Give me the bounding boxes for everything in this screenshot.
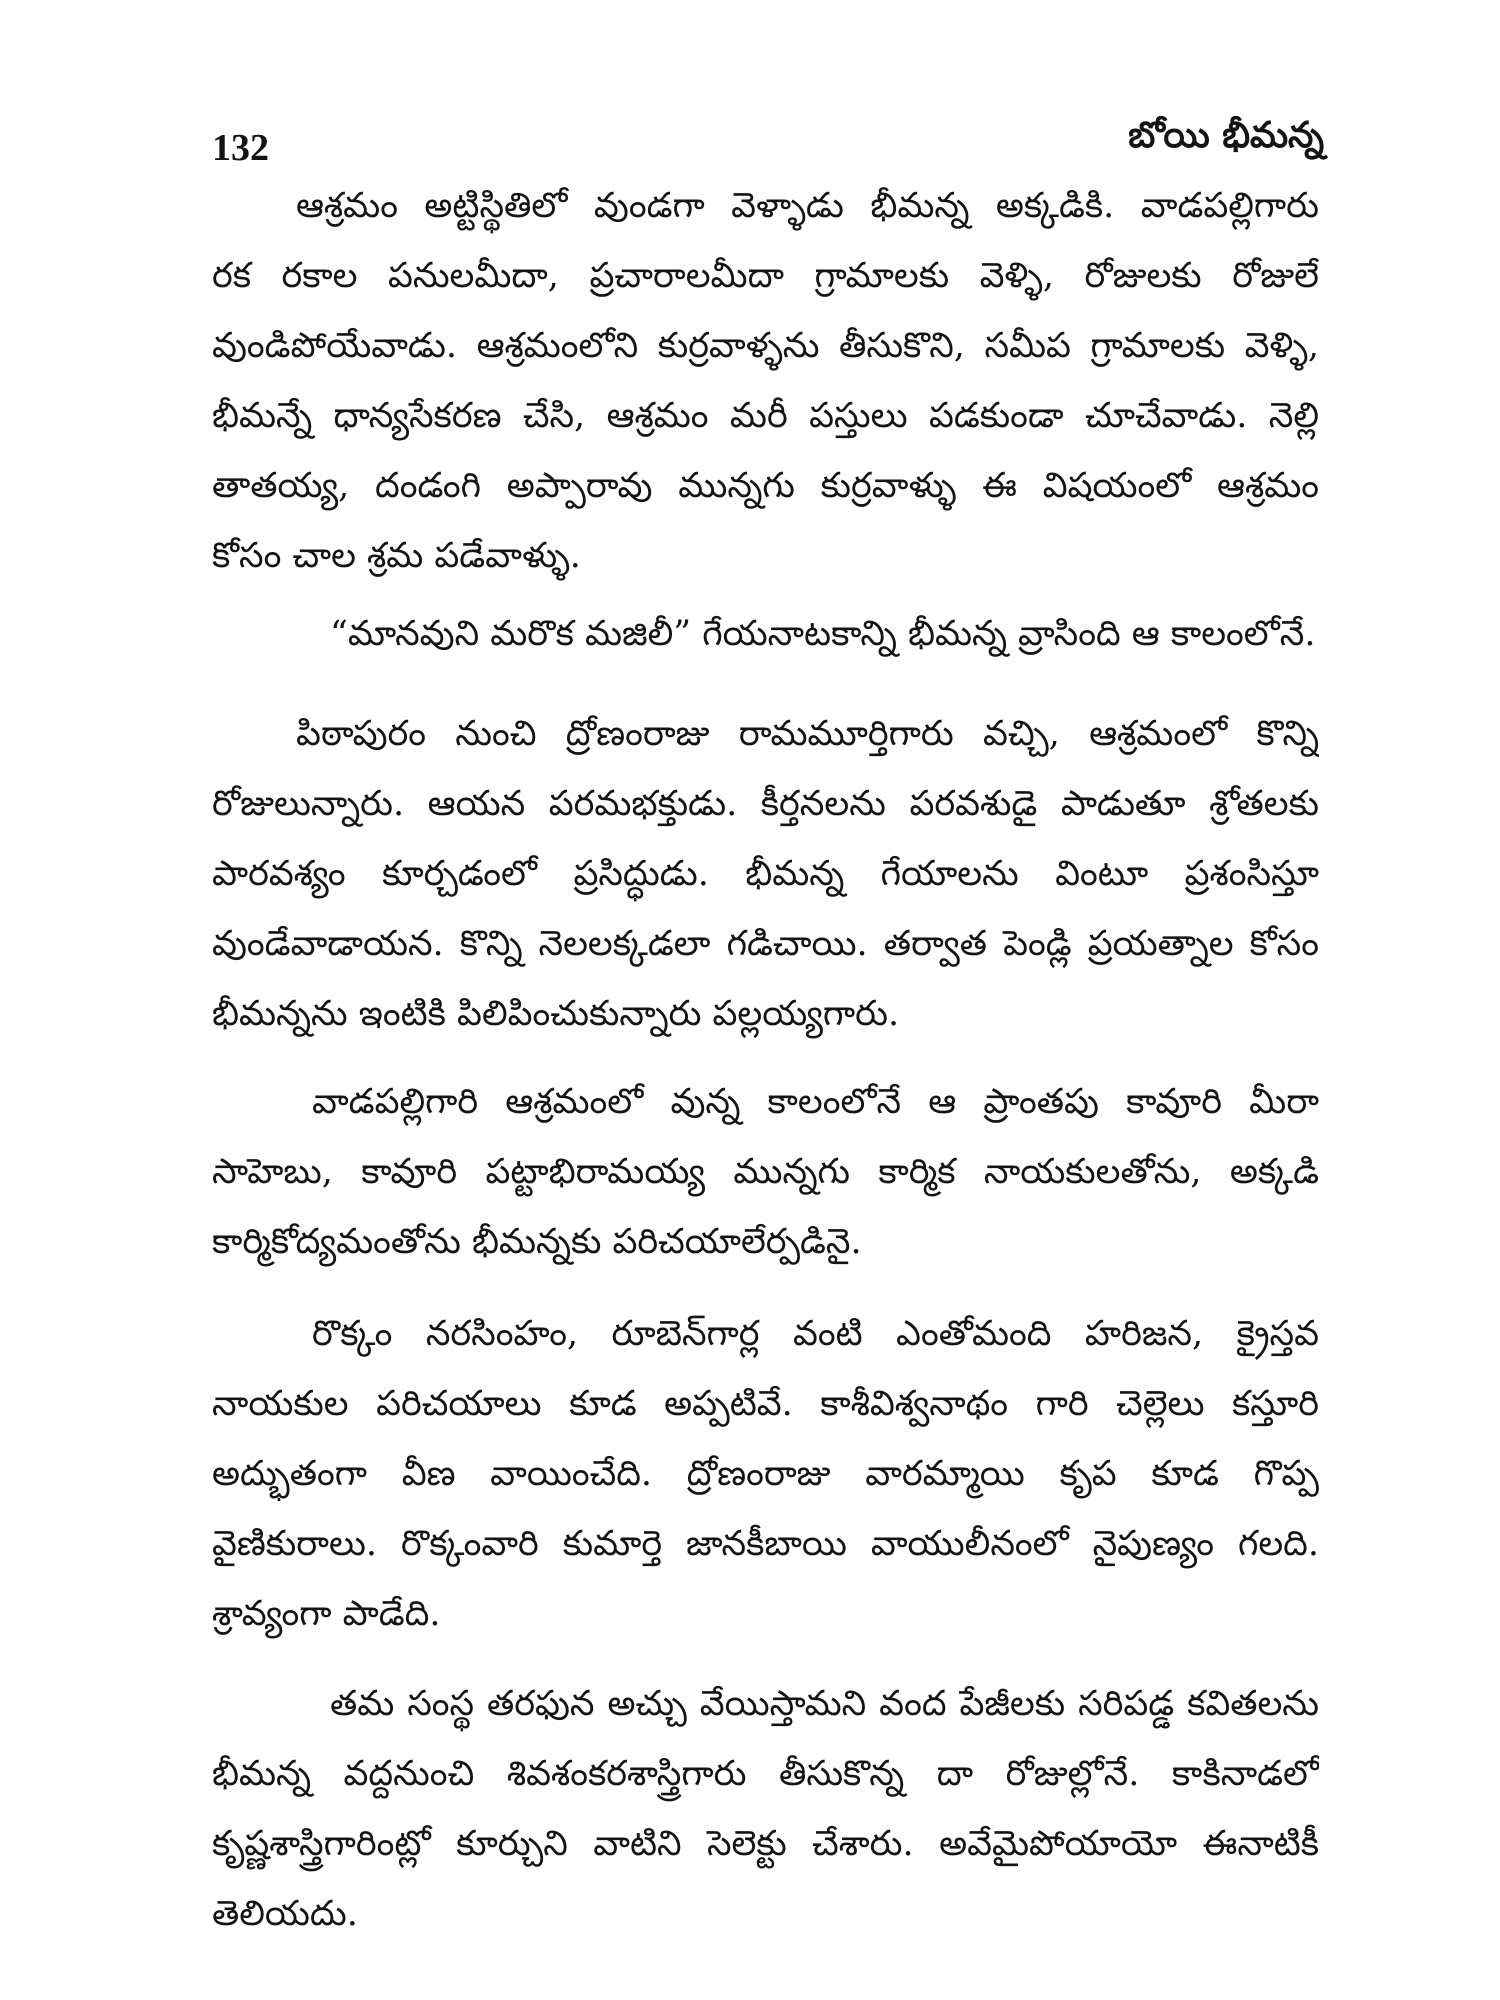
text-line: కోసం చాల శ్రమ పడేవాళ్ళు. [212,536,581,576]
paragraph [212,1299,1319,1649]
page-body-text [212,171,1319,1949]
text-line: శ్రావ్యంగా పాడేది. [212,1594,441,1634]
text-line: భీమన్న వద్దనుంచి శివశంకరశాస్త్రిగారు తీసుకొన్న దా రోజుల్లోనే. కాకినాడలో [212,1754,1319,1794]
text-line: పారవశ్యం కూర్చడంలో ప్రసిద్ధుడు. భీమన్న గేయాలను వింటూ ప్రశంసిస్తూ [212,854,1319,894]
running-title: బోయి భీమన్న [1128,114,1324,156]
text-line: అద్భుతంగా వీణ వాయించేది. ద్రోణంరాజు వారమ్మాయి కృప కూడ గొప్ప [212,1454,1319,1494]
text-line: వుండిపోయేవాడు. ఆశ్రమంలోని కుర్రవాళ్ళను తీసుకొని, సమీప గ్రామాలకు వెళ్ళి, [212,326,1319,366]
text-line: రొక్కం నరసింహం, రూబెన్‌గార్ల వంటి ఎంతోమంది హరిజన, క్రైస్తవ [312,1314,1319,1354]
text-line: సాహెబు, కావూరి పట్టాభిరామయ్య మున్నగు కార్మిక నాయకులతోను, అక్కడి [212,1152,1319,1192]
text-line: నాయకుల పరిచయాలు కూడ అప్పటివే. కాశీవిశ్వనాథం గారి చెల్లెలు కస్తూరి [212,1384,1319,1424]
text-line: రోజులున్నారు. ఆయన పరమభక్తుడు. కీర్తనలను పరవశుడై పాడుతూ శ్రోతలకు [212,784,1319,824]
text-line: వుండేవాడాయన. కొన్ని నెలలక్కడలా గడిచాయి. తర్వాత పెండ్లి ప్రయత్నాల కోసం [212,924,1319,964]
text-line: “మానవుని మరొక మజిలీ” గేయనాటకాన్ని భీమన్న వ్రాసింది ఆ కాలంలోనే. [330,614,1316,654]
paragraph [212,1669,1319,1949]
text-line: భీమన్నే ధాన్యసేకరణ చేసి, ఆశ్రమం మరీ పస్తులు పడకుండా చూచేవాడు. నెల్లి [212,396,1319,436]
text-line: తెలియదు. [212,1894,358,1934]
text-line: వాడపల్లిగారి ఆశ్రమంలో వున్న కాలంలోనే ఆ ప్రాంతపు కావూరి మీరా [312,1082,1319,1122]
paragraph [212,699,1319,1049]
text-line: భీమన్నను ఇంటికి పిలిపించుకున్నారు పల్లయ్యగారు. [212,994,900,1034]
text-line: పిఠాపురం నుంచి ద్రోణంరాజు రామమూర్తిగారు వచ్చి, ఆశ్రమంలో కొన్ని [296,714,1319,754]
text-line: తమ సంస్థ తరఫున అచ్చు వేయిస్తామని వంద పేజీలకు సరిపడ్డ కవితలను [330,1684,1319,1724]
page-number: 132 [212,127,269,169]
paragraph [212,171,1319,591]
paragraph [212,599,1319,669]
text-line: కృష్ణశాస్త్రిగారింట్లో కూర్చుని వాటిని సెలెక్టు చేశారు. అవేమైపోయాయో ఈనాటికీ [212,1824,1319,1864]
text-line: వైణికురాలు. రొక్కంవారి కుమార్తె జానకీబాయి వాయులీనంలో నైపుణ్యం గలది. [212,1524,1319,1564]
text-line: రక రకాల పనులమీదా, ప్రచారాలమీదా గ్రామాలకు వెళ్ళి, రోజులకు రోజులే [212,256,1319,296]
text-line: ఆశ్రమం అట్టిస్థితిలో వుండగా వెళ్ళాడు భీమన్న అక్కడికి. వాడపల్లిగారు [296,186,1319,226]
paragraph [212,1067,1319,1277]
text-line: కార్మికోద్యమంతోను భీమన్నకు పరిచయాలేర్పడినై. [212,1222,862,1262]
text-line: తాతయ్య, దండంగి అప్పారావు మున్నగు కుర్రవాళ్ళు ఈ విషయంలో ఆశ్రమం [212,466,1319,506]
